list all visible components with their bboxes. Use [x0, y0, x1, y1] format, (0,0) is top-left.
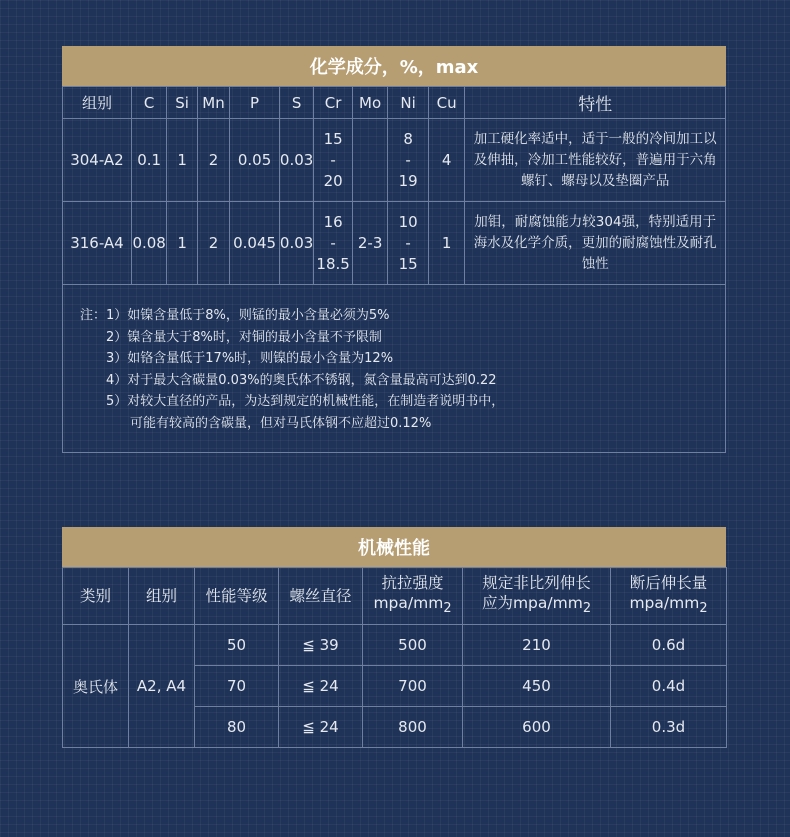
mech-cell-tensile: 500: [363, 625, 463, 666]
mech-header-tensile: [363, 568, 463, 625]
mechanical-properties-table: [62, 567, 727, 748]
mech-cell-yield: 210: [463, 625, 611, 666]
cr-max: 18.5: [316, 254, 350, 273]
chem-header-mo: Mo: [352, 87, 387, 119]
chem-cell-feature: 加工硬化率适中，适于一般的冷间加工以及伸抽，冷加工性能较好，普遍用于六角螺钉、螺母以及垫圈产品: [465, 119, 726, 202]
chem-cell-p: 0.05: [230, 119, 280, 202]
chem-header-cu: Cu: [428, 87, 464, 119]
chem-cell-group: 316-A4: [63, 202, 132, 285]
chem-cell-si: 1: [167, 119, 197, 202]
chem-header-si: Si: [167, 87, 197, 119]
note-item: [80, 391, 725, 413]
chem-cell-ni: [388, 119, 429, 202]
chem-cell-group: 304-A2: [63, 119, 132, 202]
mech-cell-diameter: ≦ 24: [279, 666, 363, 707]
mech-header-grade: 性能等级: [195, 568, 279, 625]
mech-row-50: [63, 625, 727, 666]
mechanical-properties-panel: [62, 527, 726, 748]
chem-header-ni: Ni: [388, 87, 429, 119]
chem-cell-cu: 1: [428, 202, 464, 285]
mech-header-yield: [463, 568, 611, 625]
header-label: 断后伸长量: [629, 573, 708, 592]
chem-cell-cr: [314, 202, 353, 285]
mech-header-row: [63, 568, 727, 625]
chem-cell-mo: [352, 119, 387, 202]
header-label: 规定非比列伸长: [482, 573, 591, 592]
chem-cell-si: 1: [167, 202, 197, 285]
mech-cell-diameter: ≦ 24: [279, 707, 363, 748]
header-label: 抗拉强度: [381, 573, 444, 592]
cr-max: 20: [323, 171, 343, 190]
chemical-composition-panel: [62, 46, 726, 453]
chem-header-s: S: [279, 87, 313, 119]
ni-max: 19: [398, 171, 418, 190]
note-prefix: 注：: [80, 308, 107, 323]
note-text: 3）如铬含量低于17%时，则镍的最小含量为12%: [106, 351, 394, 367]
note-item: [80, 305, 725, 327]
note-text: 4）对于最大含碳量0.03%的奥氏体不锈钢，氮含量最高可达到0.22: [106, 372, 497, 388]
cr-dash: -: [330, 150, 336, 169]
chemical-composition-title: 化学成分，%，max: [62, 46, 726, 86]
mech-header-group: 组别: [129, 568, 195, 625]
chem-header-feature: 特性: [465, 87, 726, 119]
chem-cell-feature: 加钼，耐腐蚀能力较304强，特别适用于海水及化学介质，更加的耐腐蚀性及耐孔蚀性: [465, 202, 726, 285]
mech-cell-yield: 450: [463, 666, 611, 707]
chem-cell-c: 0.1: [131, 119, 166, 202]
header-unit: mpa/$mm_2$: [629, 593, 708, 617]
chem-header-row: [63, 87, 726, 119]
chem-notes: [62, 285, 726, 453]
note-item: [80, 327, 725, 349]
chem-row-304: [63, 119, 726, 202]
chemical-composition-table: [62, 86, 726, 285]
mech-cell-elongation: 0.6d: [611, 625, 727, 666]
ni-dash: -: [405, 233, 411, 252]
mech-cell-grade: 50: [195, 625, 279, 666]
chem-cell-mo: 2-3: [352, 202, 387, 285]
note-text: 2）镍含量大于8%时，对铜的最小含量不予限制: [106, 329, 382, 345]
mech-header-elongation: [611, 568, 727, 625]
header-unit: 应为mpa/$mm_2$: [481, 593, 592, 617]
mech-header-category: 类别: [63, 568, 129, 625]
chem-header-cr: Cr: [314, 87, 353, 119]
ni-max: 15: [398, 254, 418, 273]
note-item: [80, 370, 725, 392]
cr-dash: -: [330, 233, 336, 252]
cr-min: 16: [323, 212, 343, 231]
chem-row-316: [63, 202, 726, 285]
mechanical-properties-title: 机械性能: [62, 527, 726, 567]
mech-header-diameter: 螺丝直径: [279, 568, 363, 625]
note-item: [80, 348, 725, 370]
note-continuation: 可能有较高的含碳量，但对马氏体钢不应超过0.12%: [130, 415, 432, 431]
chem-cell-s: 0.03: [279, 202, 313, 285]
mech-cell-elongation: 0.3d: [611, 707, 727, 748]
mech-cell-tensile: 700: [363, 666, 463, 707]
ni-dash: -: [405, 150, 411, 169]
cr-min: 15: [323, 129, 343, 148]
chem-header-p: P: [230, 87, 280, 119]
mech-cell-tensile: 800: [363, 707, 463, 748]
chem-cell-p: 0.045: [230, 202, 280, 285]
mech-cell-elongation: 0.4d: [611, 666, 727, 707]
note-text: 5）对较大直径的产品，为达到规定的机械性能，在制造者说明书中，: [106, 394, 505, 410]
chem-cell-cr: [314, 119, 353, 202]
chem-cell-ni: [388, 202, 429, 285]
chem-cell-mn: 2: [197, 202, 229, 285]
chem-header-group: 组别: [63, 87, 132, 119]
mech-cell-group: A2, A4: [129, 625, 195, 748]
ni-min: 10: [398, 212, 418, 231]
chem-cell-s: 0.03: [279, 119, 313, 202]
mech-cell-grade: 80: [195, 707, 279, 748]
chem-header-mn: Mn: [197, 87, 229, 119]
mech-cell-diameter: ≦ 39: [279, 625, 363, 666]
chem-cell-c: 0.08: [131, 202, 166, 285]
note-text: 1）如镍含量低于8%，则锰的最小含量必须为5%: [106, 308, 390, 323]
mech-cell-yield: 600: [463, 707, 611, 748]
header-unit: mpa/$mm_2$: [373, 593, 452, 617]
mech-cell-grade: 70: [195, 666, 279, 707]
chem-cell-mn: 2: [197, 119, 229, 202]
chem-header-c: C: [131, 87, 166, 119]
ni-min: 8: [403, 129, 413, 148]
chem-cell-cu: 4: [428, 119, 464, 202]
mech-cell-category: 奥氏体: [63, 625, 129, 748]
